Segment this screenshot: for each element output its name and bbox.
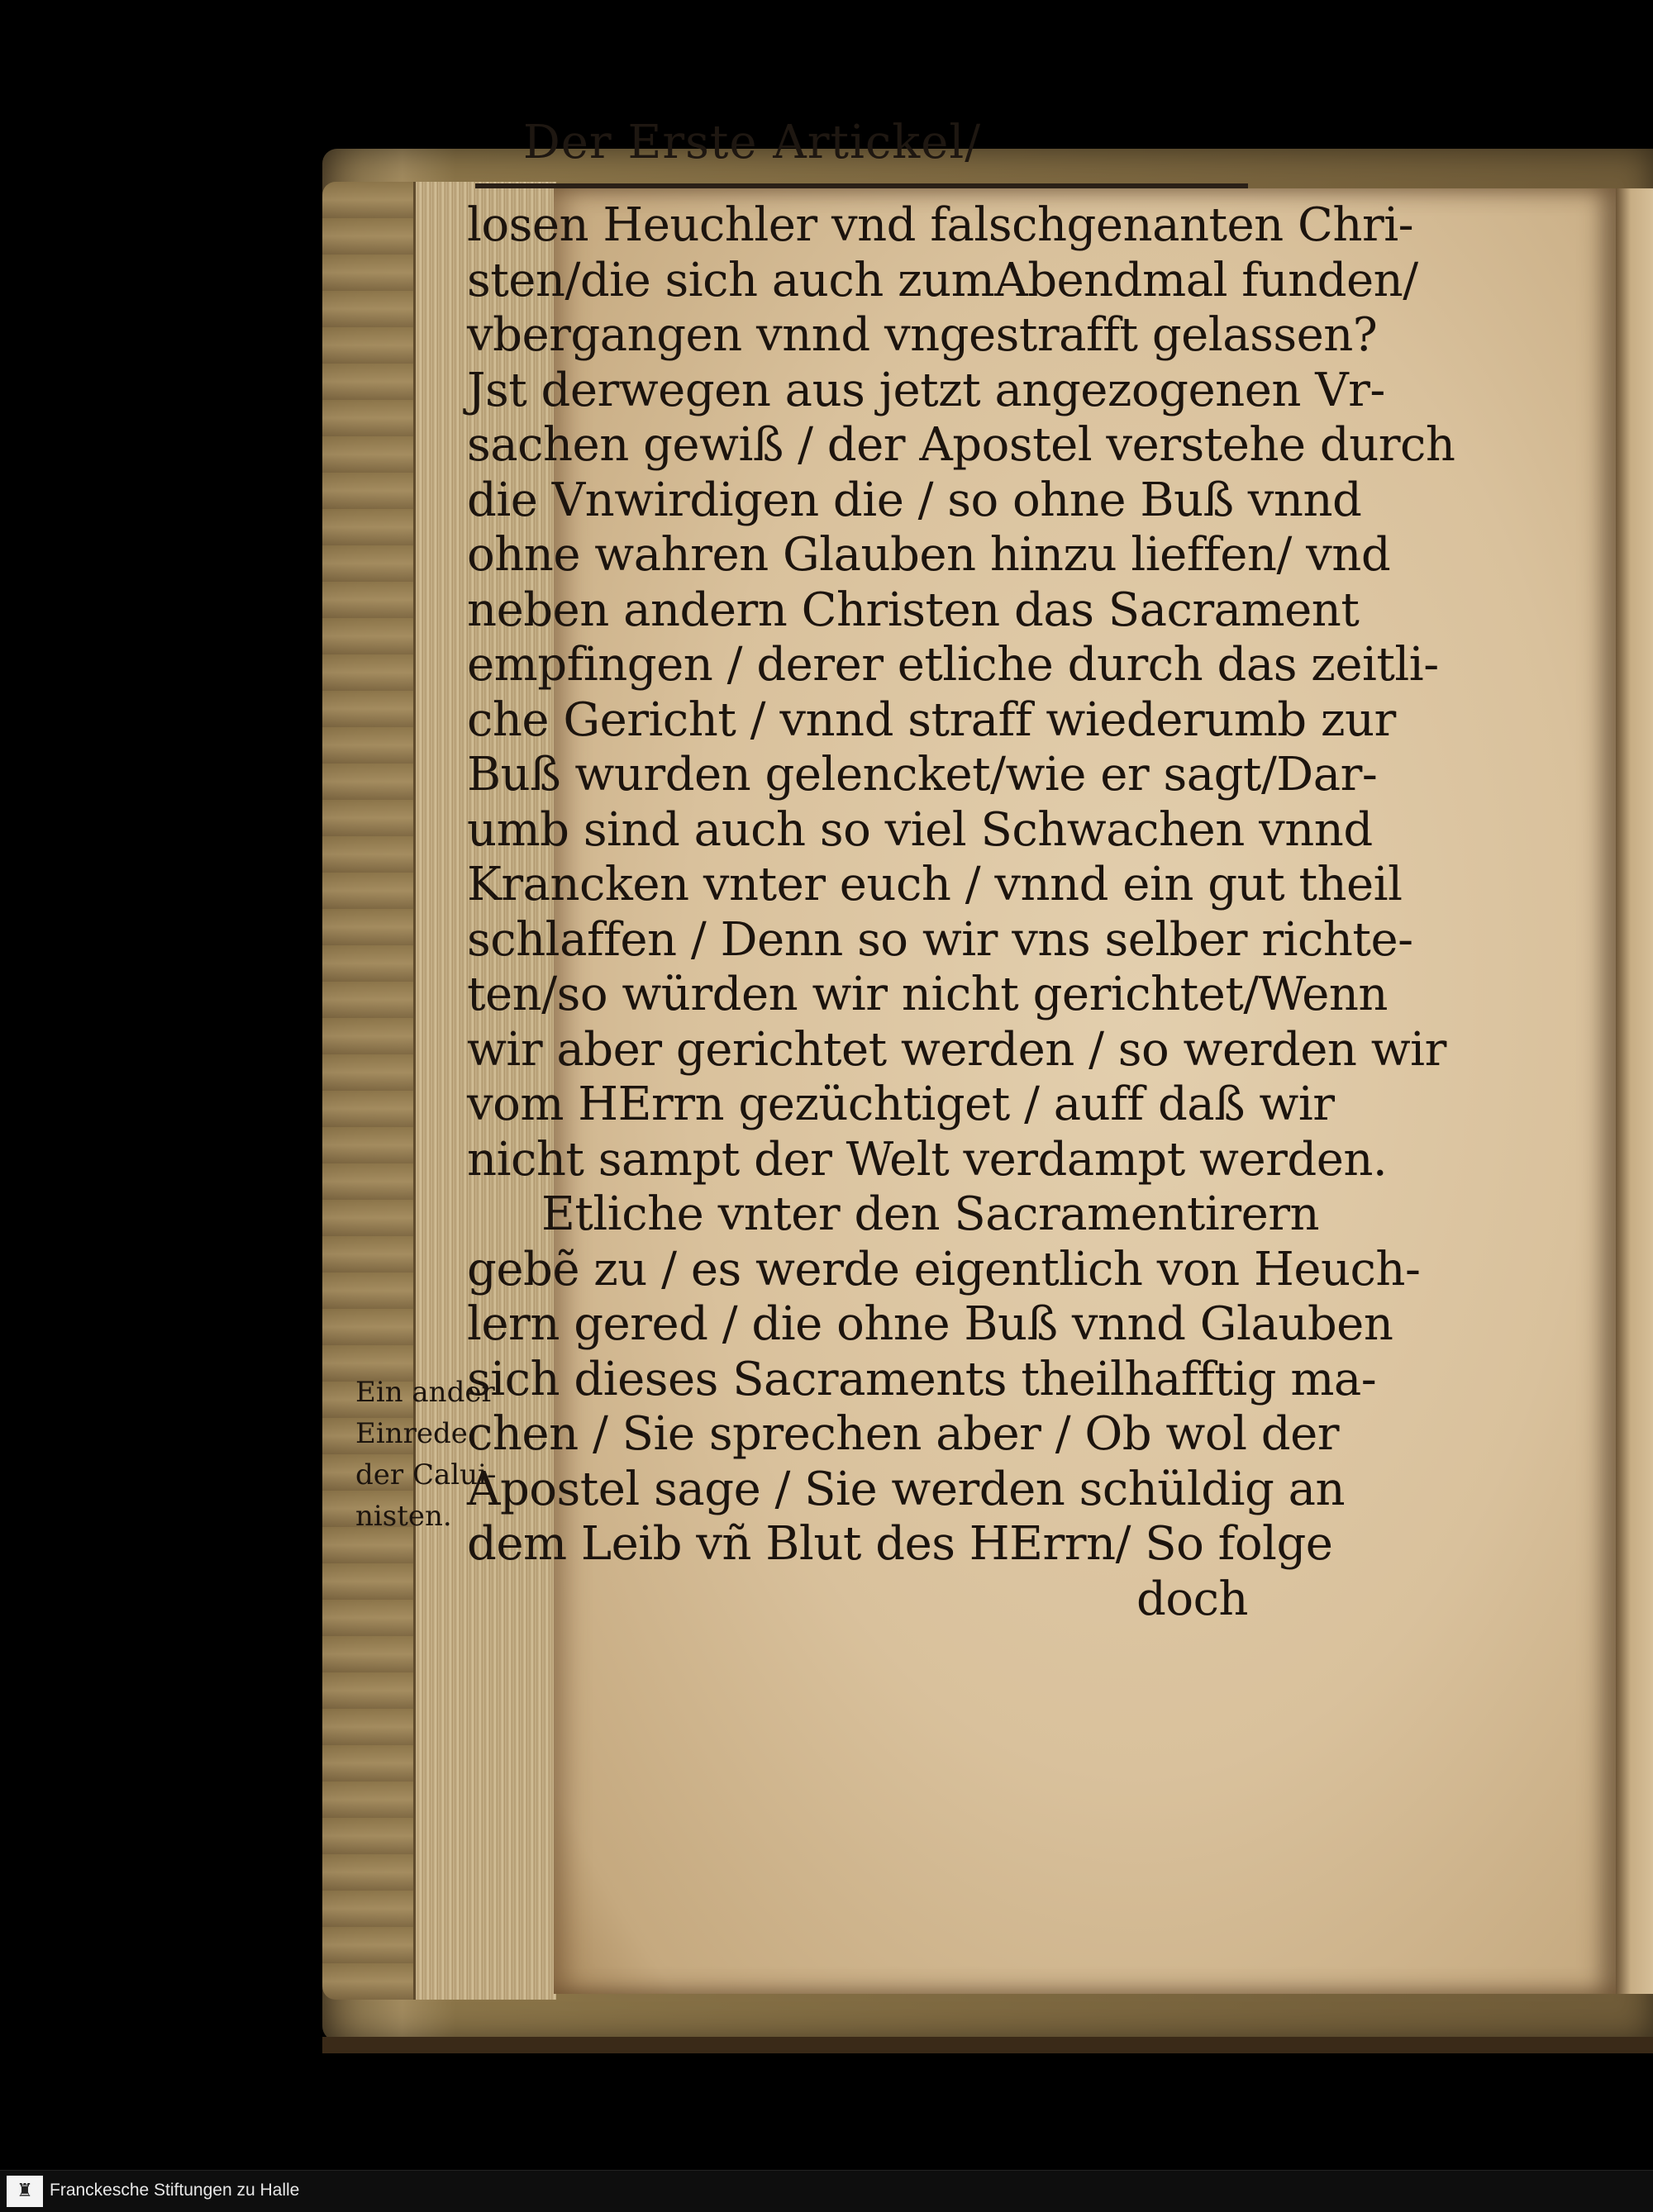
head-rule (475, 183, 1248, 188)
text-line: vbergangen vnnd vngestrafft gelassen? (467, 308, 1378, 362)
institution-logo-icon: ♜ (7, 2176, 43, 2207)
marginal-line: Einrede (355, 1417, 468, 1450)
marginal-line: der Calui- (355, 1458, 497, 1491)
text-line: die Vnwirdigen die / so ohne Buß vnnd (467, 473, 1362, 527)
text-line: gebẽ zu / es werde eigentlich von Heuch- (467, 1242, 1421, 1296)
text-line: che Gericht / vnnd straff wiederumb zur (467, 692, 1396, 747)
text-line: umb sind auch so viel Schwachen vnnd (467, 802, 1373, 857)
catchword: doch (1136, 1572, 1248, 1626)
book-spine (322, 182, 413, 2000)
text-line: losen Heuchler vnd falschgenanten Chri- (467, 198, 1414, 252)
text-line: sich dieses Sacraments theilhafftig ma- (467, 1352, 1377, 1406)
marginal-line: nisten. (355, 1500, 452, 1533)
text-line: ohne wahren Glauben hinzu lieffen/ vnd (467, 528, 1391, 582)
text-line: Buß wurden gelencket/wie er sagt/Dar- (467, 748, 1378, 802)
body-text (467, 198, 1455, 1627)
text-line: dem Leib vñ Blut des HErrn/ So folge (467, 1517, 1333, 1571)
text-line: Jst derwegen aus jetzt angezogenen Vr- (467, 363, 1385, 417)
footer-label: Franckesche Stiftungen zu Halle (50, 2181, 300, 2200)
text-line: sachen gewiß / der Apostel verstehe durch (467, 418, 1455, 472)
page-fold (322, 2037, 1653, 2053)
footer-bar (0, 2170, 1653, 2212)
text-line: wir aber gerichtet werden / so werden wir (467, 1022, 1446, 1077)
text-line: lern gered / die ohne Buß vnnd Glauben (467, 1297, 1393, 1351)
marginal-line: Ein ander (355, 1376, 495, 1409)
text-line: schlaffen / Denn so wir vns selber richte- (467, 912, 1413, 967)
marginal-note (355, 1372, 497, 1537)
text-line: Etliche vnter den Sacramentirern (541, 1187, 1320, 1241)
text-line: nicht sampt der Welt verdampt werden. (467, 1132, 1388, 1187)
text-line: neben andern Christen das Sacrament (467, 583, 1360, 637)
text-line: Krancken vnter euch / vnnd ein gut theil (467, 858, 1403, 911)
facing-page-edge (1616, 188, 1653, 1994)
text-line: empfingen / derer etliche durch das zeitli- (467, 638, 1439, 692)
text-line: sten/die sich auch zumAbendmal funden/ (467, 253, 1418, 307)
text-line: chen / Sie sprechen aber / Ob wol der (467, 1407, 1340, 1461)
text-line: ten/so würden wir nicht gerichtet/Wenn (467, 968, 1388, 1021)
text-line: Apostel sage / Sie werden schüldig an (467, 1462, 1346, 1516)
running-head: Der Erste Artickel/ (522, 116, 982, 169)
text-line: vom HErrn gezüchtiget / auff daß wir (467, 1077, 1335, 1131)
